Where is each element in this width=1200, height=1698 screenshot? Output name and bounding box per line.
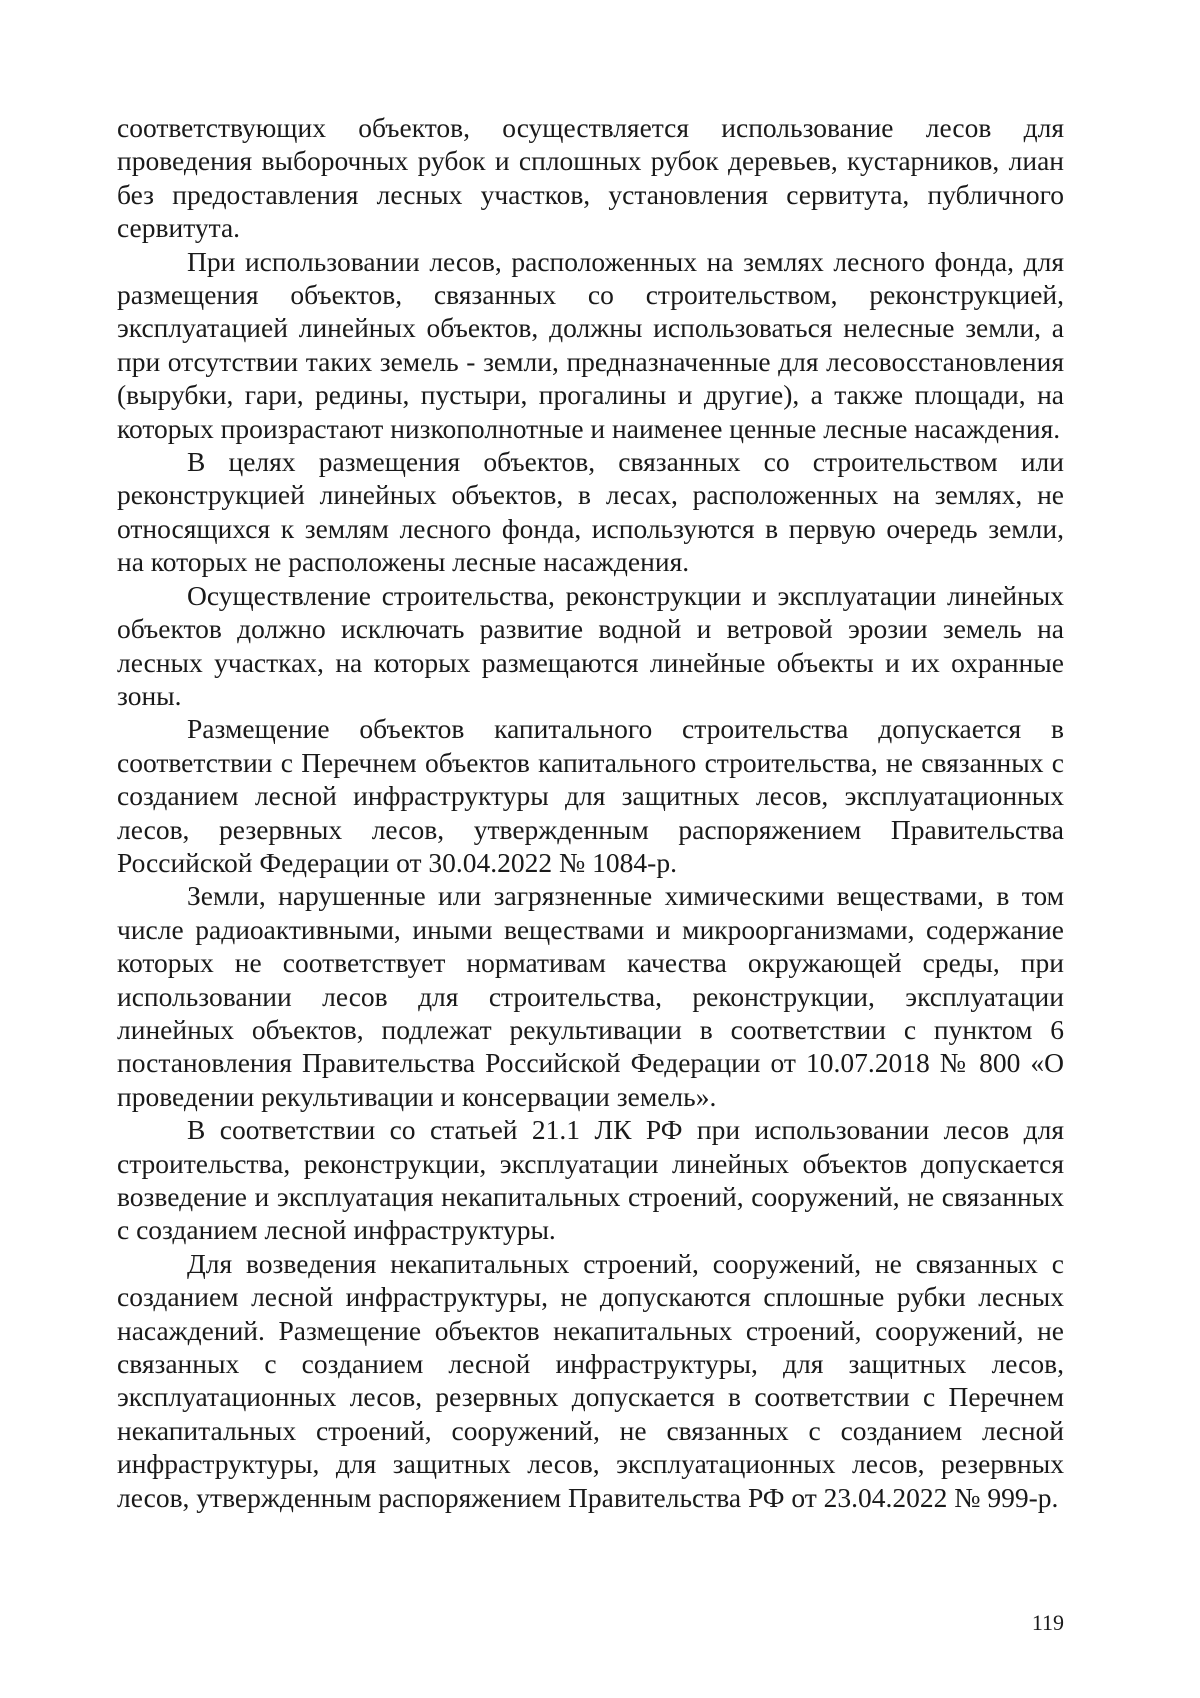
page-number: 119 bbox=[1031, 1610, 1064, 1635]
body-text bbox=[117, 111, 1064, 1514]
paragraph-article-21-1: В соответствии со статьей 21.1 ЛК РФ при использовании лесов для строительства, реконструкции, эксплуатации линейных объектов допускается возведение и эксплуатация некапитальных строений, сооружений, не связанных с созданием лесной инфраструктуры. bbox=[117, 1114, 1064, 1246]
paragraph-continuation: соответствующих объектов, осуществляется использование лесов для проведения выборочных рубок и сплошных рубок деревьев, кустарников, лиан без предоставления лесных участков, установления сервитута, публичного сервитута. bbox=[117, 112, 1064, 244]
paragraph-nonforest-lands: При использовании лесов, расположенных на землях лесного фонда, для размещения объектов, связанных со строительством, реконструкцией, эксплуатацией линейных объектов, должны использоваться нелесные земли, а при отсутствии таких земель - земли, предназначенные для лесовосстановления (вырубки, гари, редины, пустыри, прогалины и другие), а также площади, на которых произрастают низкополнотные и наименее ценные лесные насаждения. bbox=[117, 245, 1064, 444]
paragraph-non-capital-structures: Для возведения некапитальных строений, сооружений, не связанных с созданием лесной инфраструктуры, не допускаются сплошные рубки лесных насаждений. Размещение объектов некапитальных строений, сооружений, не связанных с созданием лесной инфраструктуры, для защитных лесов, эксплуатационных лесов, резервных допускается в соответствии с Перечнем некапитальных строений, сооружений, не связанных с созданием лесной инфраструктуры, для защитных лесов, эксплуатационных лесов, резервных лесов, утвержденным распоряжением Правительства РФ от 23.04.2022 № 999-р. bbox=[117, 1247, 1064, 1513]
paragraph-erosion: Осуществление строительства, реконструкции и эксплуатации линейных объектов должно исключать развитие водной и ветровой эрозии земель на лесных участках, на которых размещаются линейные объекты и их охранные зоны. bbox=[117, 579, 1064, 711]
paragraph-non-forest-fund-lands: В целях размещения объектов, связанных со строительством или реконструкцией линейных объектов, в лесах, расположенных на землях, не относящихся к землям лесного фонда, используются в первую очередь земли, на которых не расположены лесные насаждения. bbox=[117, 446, 1064, 578]
paragraph-capital-construction: Размещение объектов капитального строительства допускается в соответствии с Перечнем объектов капитального строительства, не связанных с созданием лесной инфраструктуры для защитных лесов, эксплуатационных лесов, резервных лесов, утвержденным распоряжением Правительства Российской Федерации от 30.04.2022 № 1084-р. bbox=[117, 713, 1064, 878]
paragraph-recultivation: Земли, нарушенные или загрязненные химическими веществами, в том числе радиоактивными, иными веществами и микроорганизмами, содержание которых не соответствует нормативам качества окружающей среды, при использовании лесов для строительства, реконструкции, эксплуатации линейных объектов, подлежат рекультивации в соответствии с пунктом 6 постановления Правительства Российской Федерации от 10.07.2018 № 800 «О проведении рекультивации и консервации земель». bbox=[117, 880, 1064, 1112]
